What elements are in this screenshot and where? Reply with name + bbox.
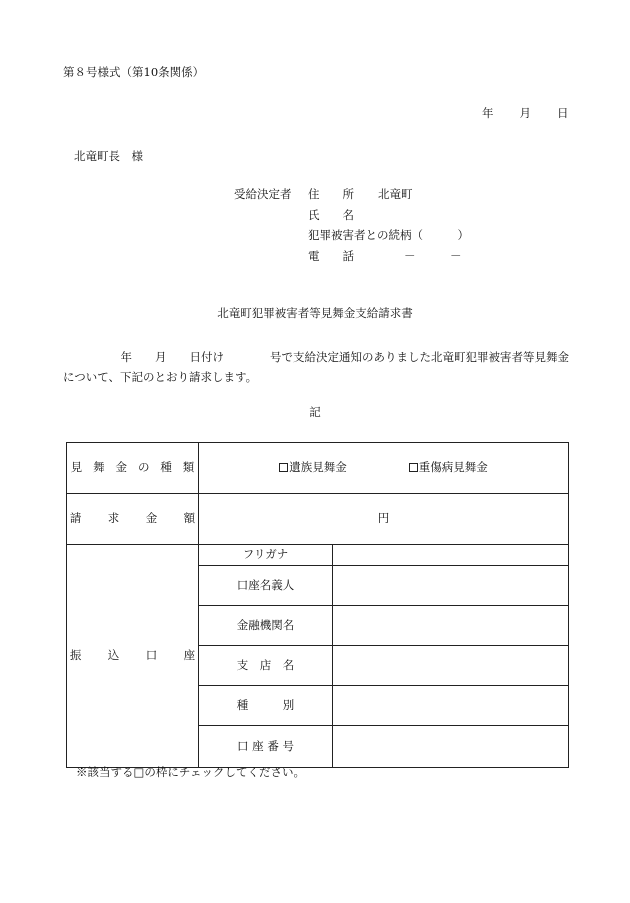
holder-row [199, 566, 568, 606]
address-label: 住 所 [308, 187, 354, 201]
relation-label: 犯罪被害者との続柄（ ） [308, 228, 469, 242]
furigana-row [199, 545, 568, 566]
kind-field[interactable] [333, 686, 568, 725]
option-bereaved[interactable] [279, 462, 347, 474]
document-title: 北竜町犯罪被害者等見舞金支給請求書 [217, 306, 413, 320]
date-line [482, 108, 569, 120]
footnote: ※該当する□の枠にチェックしてください。 [76, 765, 306, 779]
amount-header [67, 494, 222, 544]
bank-label: 振込口座 [69, 648, 222, 663]
option-injury[interactable] [409, 462, 488, 474]
recipient: 北竜町長 様 [74, 149, 143, 163]
checkbox-icon[interactable] [409, 463, 418, 472]
amount-label: 請求金額 [69, 511, 222, 526]
ki-heading: 記 [309, 405, 321, 419]
date-year: 年 [482, 106, 494, 120]
body-text: 年 月 日付け 号で支給決定通知のありました北竜町犯罪被害者等見舞金について、下記のとおり請求します。 [63, 350, 569, 384]
request-table [66, 442, 569, 768]
branch-label: 支 店 名 [199, 646, 333, 685]
option-injury-label: 重傷病見舞金 [418, 460, 488, 475]
form-number: 第８号様式（第10条関係） [63, 65, 205, 79]
kind-label: 種 別 [199, 686, 333, 725]
phone-value: － － [404, 248, 462, 263]
checkbox-icon[interactable] [279, 463, 288, 472]
bank-grid [199, 545, 568, 767]
type-row [67, 443, 568, 494]
branch-field[interactable] [333, 646, 568, 685]
institution-row [199, 606, 568, 646]
amount-row [67, 494, 568, 545]
relation-row [234, 230, 469, 251]
number-field[interactable] [333, 726, 568, 767]
applicant-heading: 受給決定者 [234, 187, 292, 201]
amount-field[interactable] [199, 494, 568, 544]
type-header [67, 443, 206, 493]
name-row [234, 207, 469, 231]
holder-field[interactable] [333, 566, 568, 605]
branch-row [199, 646, 568, 686]
date-month: 月 [519, 106, 531, 120]
number-row [199, 726, 568, 767]
phone-label: 電 話 [308, 248, 354, 263]
holder-label: 口座名義人 [199, 566, 333, 605]
address-row [234, 189, 469, 210]
option-bereaved-label: 遺族見舞金 [289, 460, 347, 475]
date-day: 日 [557, 106, 569, 120]
bank-area [67, 545, 568, 767]
kind-row [199, 686, 568, 726]
type-label: 見舞金の種類 [70, 460, 206, 475]
amount-unit: 円 [377, 511, 390, 526]
name-label: 氏 名 [308, 207, 354, 222]
bank-header [67, 545, 222, 767]
furigana-field[interactable] [333, 545, 568, 565]
address-value: 北竜町 [378, 187, 413, 201]
type-options [199, 443, 568, 493]
furigana-label: フリガナ [199, 545, 333, 565]
institution-label: 金融機関名 [199, 606, 333, 645]
applicant-block [234, 189, 469, 271]
institution-field[interactable] [333, 606, 568, 645]
number-label: 口 座 番 号 [199, 726, 333, 767]
phone-row [234, 248, 469, 272]
